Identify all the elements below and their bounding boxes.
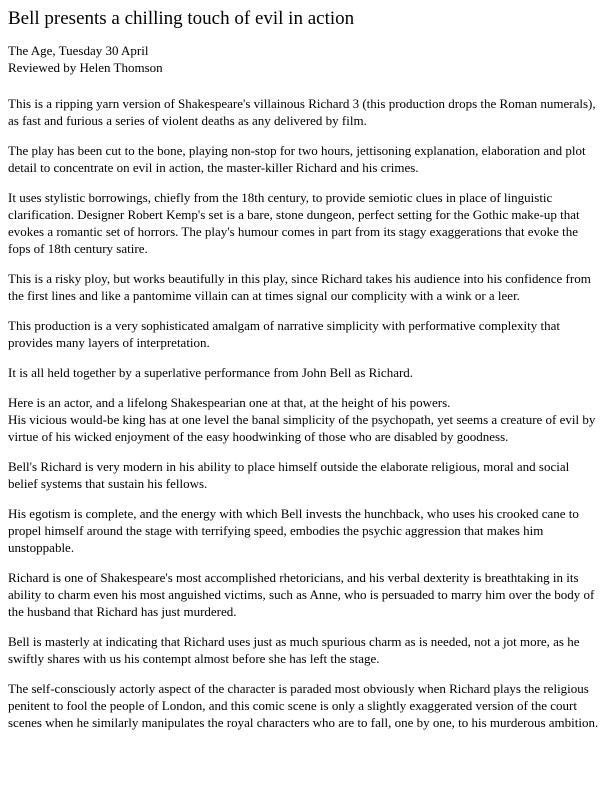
- paragraph: It is all held together by a superlative performance from John Bell as Richard.: [8, 365, 414, 380]
- paragraph: The play has been cut to the bone, playing non-stop for two hours, jettisoning explanation, elaboration and plot detail to concentrate on evil in action, the master-killer Richard and his crimes.: [8, 143, 586, 175]
- article: [0, 8, 610, 731]
- paragraph: This production is a very sophisticated amalgam of narrative simplicity with performative complexity that provides many layers of interpretation.: [8, 318, 560, 350]
- article-body: [8, 95, 602, 731]
- byline: [8, 42, 602, 76]
- paragraph: The self-consciously actorly aspect of the character is paraded most obviously when Richard plays the religious penitent to fool the people of London, and this comic scene is only a slightly exaggerated version of the court scenes when he similarly manipulates the royal characters who are to fall, one by one, to his murderous ambition.: [8, 681, 599, 730]
- paragraph: Richard is one of Shakespeare's most accomplished rhetoricians, and his verbal dexterity is breathtaking in its ability to charm even his most anguished victims, such as Anne, who is persuaded to marry him over the body of the husband that Richard has just murdered.: [8, 570, 595, 619]
- article-title: Bell presents a chilling touch of evil in action: [8, 8, 355, 29]
- paragraph: [8, 394, 602, 445]
- paragraph-line: His vicious would-be king has at one level the banal simplicity of the psychopath, yet seems a creature of evil by virtue of his wicked enjoyment of the easy hoodwinking of those who are disabled by goodness.: [8, 412, 596, 444]
- paragraph: Bell is masterly at indicating that Richard uses just as much spurious charm as is needed, not a jot more, as he swiftly shares with us his contempt almost before she has left the stage.: [8, 634, 580, 666]
- paragraph: It uses stylistic borrowings, chiefly from the 18th century, to provide semiotic clues in place of linguistic clarification. Designer Robert Kemp's set is a bare, stone dungeon, perfect setting for the Gothic make-up that evokes a romantic set of horrors. The play's humour comes in part from its stagy exaggerations that evoke the fops of 18th century satire.: [8, 190, 580, 256]
- paragraph: Bell's Richard is very modern in his ability to place himself outside the elaborate religious, moral and social belief systems that sustain his fellows.: [8, 459, 570, 491]
- paragraph: His egotism is complete, and the energy with which Bell invests the hunchback, who uses his crooked cane to propel himself around the stage with terrifying speed, embodies the psychic aggression that makes him unstoppable.: [8, 506, 579, 555]
- publication-date: The Age, Tuesday 30 April: [8, 43, 149, 58]
- reviewer: Reviewed by Helen Thomson: [8, 60, 163, 75]
- paragraph: This is a ripping yarn version of Shakespeare's villainous Richard 3 (this production drops the Roman numerals), as fast and furious a series of violent deaths as any delivered by film.: [8, 96, 596, 128]
- paragraph-line: Here is an actor, and a lifelong Shakespearian one at that, at the height of his powers.: [8, 395, 451, 410]
- paragraph: This is a risky ploy, but works beautifully in this play, since Richard takes his audience into his confidence from the first lines and like a pantomime villain can at times signal our complicity with a wink or a leer.: [8, 271, 591, 303]
